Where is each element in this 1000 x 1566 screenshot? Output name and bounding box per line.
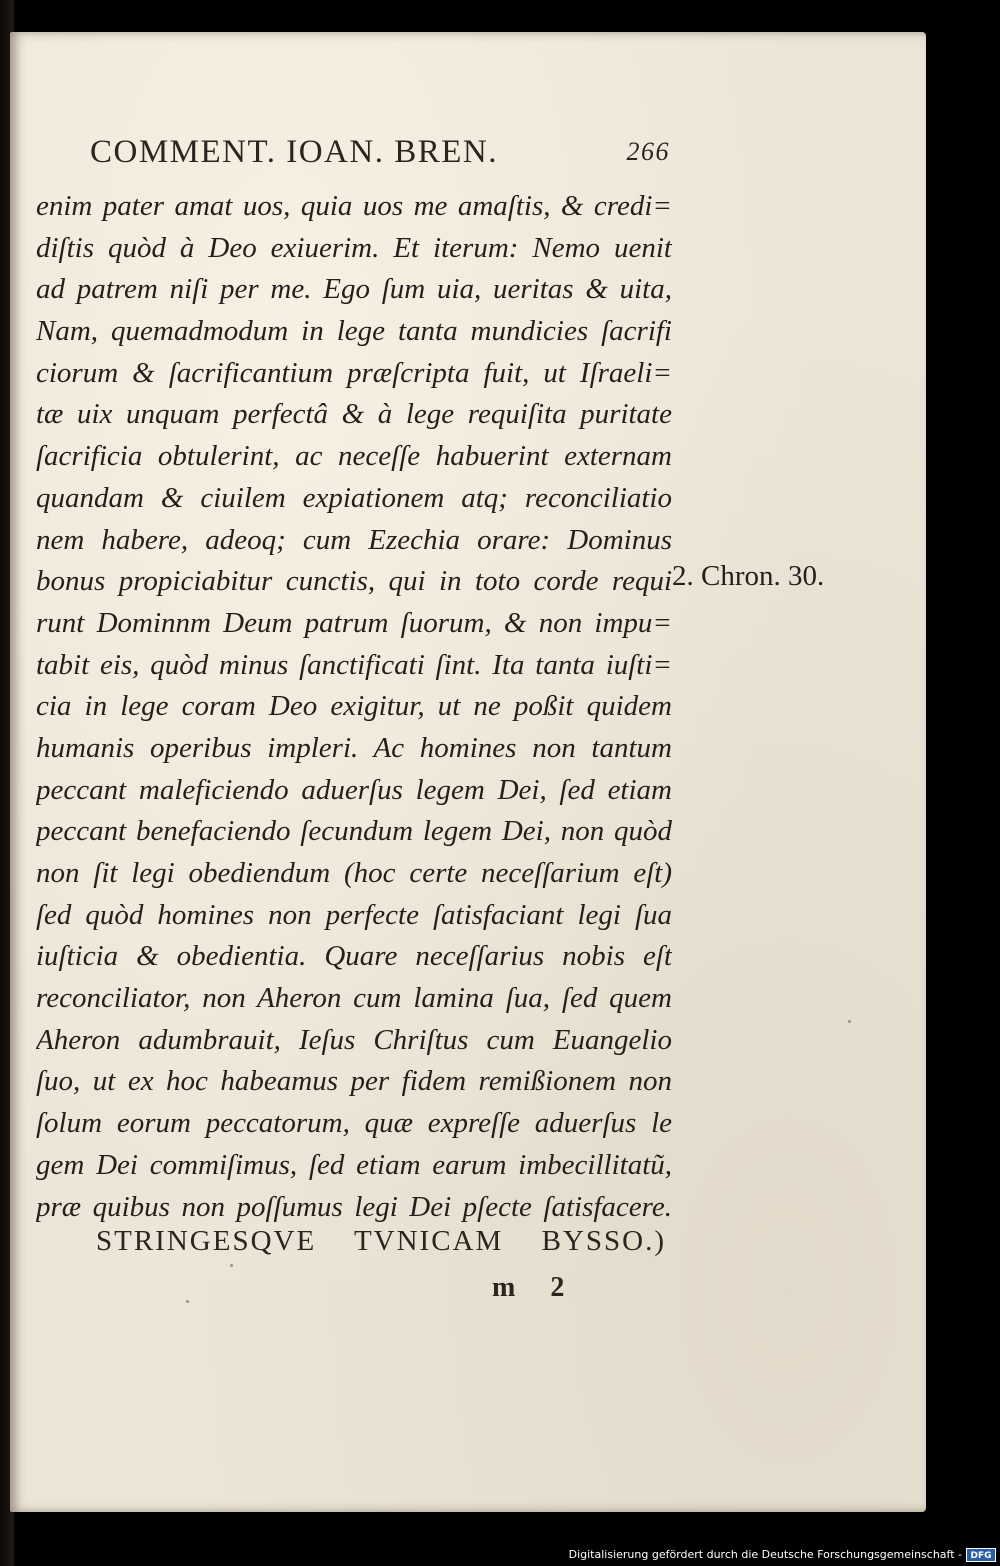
- page-number: 266: [626, 137, 670, 166]
- main-text-block: [36, 186, 672, 1228]
- paper-speck: [848, 1020, 851, 1023]
- text-line: Aheron adumbrauit, Ieſus Chriſtus cum Euangelio: [36, 1023, 672, 1056]
- running-head: [90, 132, 670, 172]
- text-line: quandam & ciuilem expiationem atq; reconciliatio: [36, 481, 672, 514]
- text-line: ſolum eorum peccatorum, quæ expreſſe aduerſus le: [36, 1107, 672, 1140]
- text-line: gem Dei commiſimus, ſed etiam earum imbecillitatũ,: [36, 1148, 672, 1181]
- text-line: bonus propiciabitur cunctis, qui in toto corde requi: [36, 565, 672, 598]
- text-line: cia in lege coram Deo exigitur, ut ne poßit quidem: [36, 690, 672, 723]
- text-line: Nam, quemadmodum in lege tanta mundicies ſacrifi: [36, 315, 672, 348]
- text-line: ſacrificia obtulerint, ac neceſſe habuerint externam: [36, 440, 672, 473]
- text-line: non ſit legi obediendum (hoc certe neceſſarium eſt): [36, 857, 672, 889]
- text-line: peccant maleficiendo aduerſus legem Dei, ſed etiam: [36, 773, 672, 806]
- text-line: ſed quòd homines non perfecte ſatisfaciant legi ſua: [36, 898, 672, 931]
- text-line: ſuo, ut ex hoc habeamus per fidem remißionem non: [36, 1065, 672, 1098]
- marginal-reference: 2. Chron. 30.: [672, 560, 825, 592]
- text-line: tabit eis, quòd minus ſanctificati ſint. Ita tanta iuſti=: [36, 648, 672, 681]
- text-line: reconciliator, non Aheron cum lamina ſua, ſed quem: [36, 982, 672, 1015]
- text-line: tæ uix unquam perfectâ & à lege requiſita puritate: [36, 398, 672, 431]
- paper-speck: [186, 1300, 189, 1303]
- text-line: præ quibus non poſſumus legi Dei pſecte ſatisfacere.: [36, 1190, 672, 1223]
- text-line: enim pater amat uos, quia uos me amaſtis, & credi=: [36, 190, 672, 222]
- signature-mark: m 2: [492, 1272, 579, 1303]
- text-line: diſtis quòd à Deo exiuerim. Et iterum: Nemo uenit: [36, 231, 672, 264]
- paper-speck: [230, 1264, 233, 1267]
- text-line: ciorum & ſacrificantium præſcripta fuit, ut Iſraeli=: [36, 356, 672, 389]
- verse-lemma: STRINGESQVE TVNICAM BYSSO.): [96, 1225, 666, 1257]
- dfg-logo: DFG: [966, 1548, 996, 1562]
- text-line: nem habere, adeoq; cum Ezechia orare: Dominus: [36, 523, 672, 556]
- text-line: iuſticia & obedientia. Quare neceſſarius nobis eſt: [36, 940, 672, 973]
- text-line: peccant benefaciendo ſecundum legem Dei, non quòd: [36, 815, 672, 848]
- digitization-credit: Digitalisierung gefördert durch die Deutsche Forschungsgemeinschaft -: [568, 1548, 962, 1561]
- running-head-title: COMMENT. IOAN. BREN.: [90, 134, 498, 170]
- text-line: humanis operibus impleri. Ac homines non tantum: [36, 731, 672, 764]
- text-line: ad patrem niſi per me. Ego ſum uia, ueritas & uita,: [36, 273, 672, 306]
- text-line: runt Dominnm Deum patrum ſuorum, & non impu=: [36, 606, 672, 639]
